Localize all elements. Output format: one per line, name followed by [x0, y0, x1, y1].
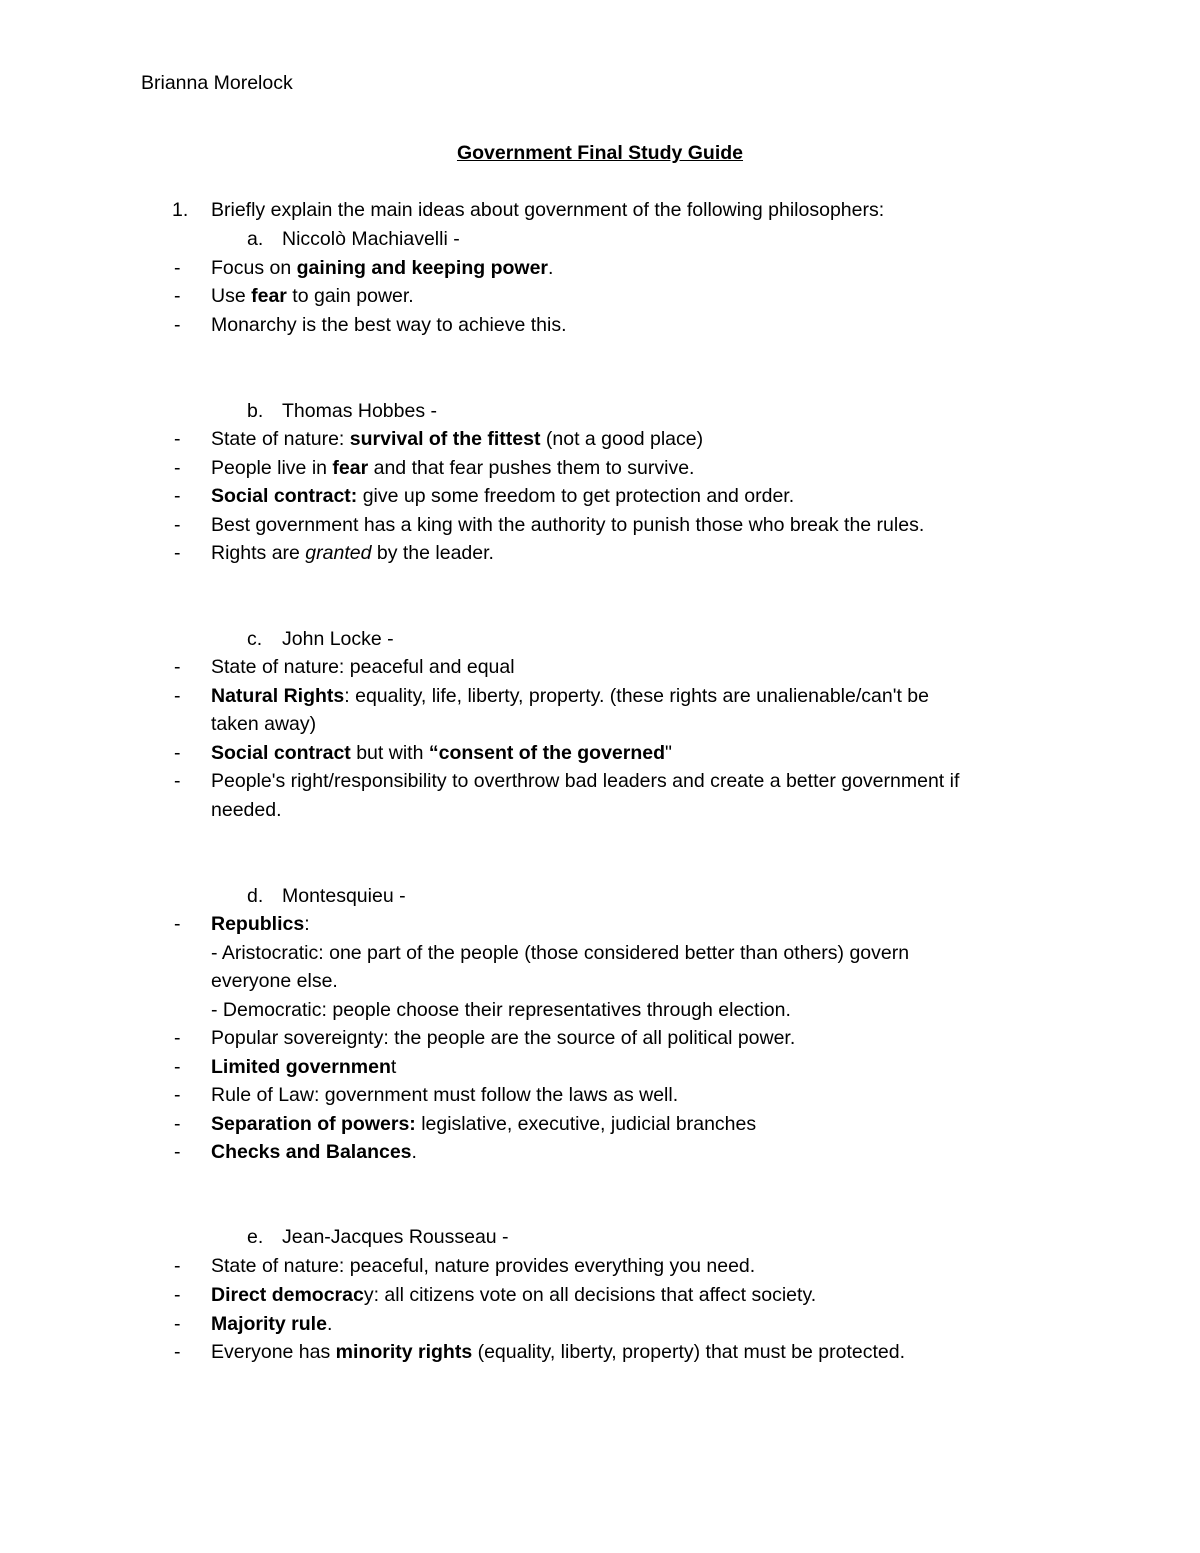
bullet-line	[0, 1081, 1200, 1109]
bullet-line	[0, 653, 1200, 681]
section-marker: e.	[247, 1226, 264, 1248]
text-run: People live in	[211, 457, 333, 479]
bullet-line	[0, 682, 1200, 710]
bullet-line	[0, 996, 1200, 1024]
bullet-line	[0, 796, 1200, 824]
bullet-dash: -	[174, 1056, 181, 1078]
philosopher-heading	[0, 1223, 1200, 1251]
bullet-text	[211, 511, 924, 539]
bullet-text	[211, 311, 567, 339]
bullet-dash: -	[174, 1284, 181, 1306]
bullet-text	[211, 1281, 816, 1309]
section-marker: b.	[247, 400, 264, 422]
bullet-dash: -	[174, 257, 181, 279]
italic-term: granted	[305, 542, 372, 564]
text-run: Focus on	[211, 257, 297, 279]
bullet-text	[211, 1138, 417, 1166]
bullet-line	[0, 482, 1200, 510]
text-run: needed.	[211, 799, 282, 821]
text-run: "	[665, 742, 672, 764]
bullet-line	[0, 254, 1200, 282]
bullet-dash: -	[174, 485, 181, 507]
bullet-line	[0, 539, 1200, 567]
bullet-text	[211, 425, 703, 453]
bullet-line	[0, 311, 1200, 339]
bullet-line	[0, 967, 1200, 995]
philosopher-heading	[0, 225, 1200, 253]
text-run: and that fear pushes them to survive.	[368, 457, 695, 479]
bold-term: Majority rule	[211, 1313, 327, 1335]
text-run: give up some freedom to get protection and order.	[357, 485, 795, 507]
bullet-text	[211, 739, 672, 767]
bullet-dash: -	[174, 1027, 181, 1049]
bullet-line	[0, 1281, 1200, 1309]
bold-term: gaining and keeping power	[296, 257, 548, 279]
bullet-text	[211, 282, 414, 310]
bullet-line	[0, 1024, 1200, 1052]
text-run: Rights are	[211, 542, 306, 564]
bullet-line	[0, 282, 1200, 310]
text-run: People's right/responsibility to overthrow bad leaders and create a better government if	[211, 770, 960, 792]
author-name: Brianna Morelock	[141, 72, 293, 94]
bullet-text	[211, 653, 515, 681]
bullet-text	[211, 1024, 795, 1052]
text-run: Popular sovereignty: the people are the source of all political power.	[211, 1027, 796, 1049]
bullet-text	[211, 1110, 756, 1138]
text-run: (equality, liberty, property) that must be protected.	[472, 1341, 905, 1363]
bullet-text	[211, 967, 338, 995]
text-run: to gain power.	[286, 285, 414, 307]
bullet-dash: -	[174, 1113, 181, 1135]
bullet-line	[0, 1338, 1200, 1366]
bullet-line	[0, 767, 1200, 795]
bullet-text	[211, 710, 316, 738]
text-run: legislative, executive, judicial branches	[415, 1113, 757, 1135]
bullet-dash: -	[174, 285, 181, 307]
bullet-line	[0, 739, 1200, 767]
text-run: but with	[350, 742, 429, 764]
bullet-line	[0, 511, 1200, 539]
bullet-dash: -	[174, 913, 181, 935]
bold-term: fear	[332, 457, 369, 479]
question-number: 1.	[172, 199, 189, 221]
bullet-dash: -	[174, 542, 181, 564]
bullet-line	[0, 1138, 1200, 1166]
text-run: everyone else.	[211, 970, 338, 992]
text-run: Use	[211, 285, 252, 307]
bold-term: Republics	[211, 913, 305, 935]
bullet-dash: -	[174, 1255, 181, 1277]
bullet-dash: -	[174, 514, 181, 536]
bullet-text	[211, 767, 959, 795]
text-run: y: all citizens vote on all decisions that affect society.	[363, 1284, 817, 1306]
bold-term: Social contract:	[211, 485, 358, 507]
bullet-line	[0, 939, 1200, 967]
text-run: Monarchy is the best way to achieve this.	[211, 314, 567, 336]
bold-term: Checks and Balances	[211, 1141, 412, 1163]
text-run: Best government has a king with the authority to punish those who break the rules.	[211, 514, 925, 536]
philosopher-name: Thomas Hobbes -	[282, 400, 437, 422]
text-run: State of nature: peaceful, nature provides everything you need.	[211, 1255, 756, 1277]
philosopher-name: Niccolò Machiavelli -	[282, 228, 460, 250]
bullet-line	[0, 1310, 1200, 1338]
philosopher-heading	[0, 397, 1200, 425]
bullet-text	[211, 1053, 396, 1081]
bullet-text	[211, 254, 553, 282]
text-run: .	[411, 1141, 417, 1163]
bullet-dash: -	[174, 457, 181, 479]
bullet-line	[0, 425, 1200, 453]
bullet-text	[211, 996, 791, 1024]
bullet-text	[211, 454, 694, 482]
bullet-text	[211, 539, 494, 567]
bold-term: Limited governmen	[211, 1056, 391, 1078]
philosopher-heading	[0, 882, 1200, 910]
bullet-dash: -	[174, 314, 181, 336]
section-marker: c.	[247, 628, 263, 650]
bullet-dash: -	[174, 742, 181, 764]
bullet-text	[211, 1252, 755, 1280]
bold-term: Separation of powers:	[211, 1113, 416, 1135]
philosopher-name: Jean-Jacques Rousseau -	[282, 1226, 509, 1248]
text-run: .	[548, 257, 554, 279]
bullet-dash: -	[174, 428, 181, 450]
bold-term: minority rights	[335, 1341, 473, 1363]
bullet-text	[211, 796, 282, 824]
philosopher-name: John Locke -	[282, 628, 394, 650]
text-run: t	[390, 1056, 397, 1078]
bullet-dash: -	[174, 1141, 181, 1163]
text-run: by the leader.	[371, 542, 494, 564]
bold-term: fear	[251, 285, 287, 307]
bullet-text	[211, 939, 909, 967]
bullet-text	[211, 1081, 678, 1109]
bullet-line	[0, 1053, 1200, 1081]
bold-term: Natural Rights	[211, 685, 345, 707]
bullet-text	[211, 682, 929, 710]
section-marker: d.	[247, 885, 264, 907]
text-run: : equality, life, liberty, property. (these rights are unalienable/can't be	[344, 685, 929, 707]
philosopher-heading	[0, 625, 1200, 653]
text-run: (not a good place)	[540, 428, 704, 450]
bullet-dash: -	[174, 770, 181, 792]
bullet-dash: -	[174, 1341, 181, 1363]
bold-term: survival of the fittest	[349, 428, 541, 450]
bullet-text	[211, 910, 310, 938]
bullet-dash: -	[174, 1313, 181, 1335]
bullet-line	[0, 454, 1200, 482]
section-marker: a.	[247, 228, 264, 250]
text-run: State of nature: peaceful and equal	[211, 656, 515, 678]
text-run: taken away)	[211, 713, 317, 735]
text-run: .	[326, 1313, 333, 1335]
text-run: Everyone has	[211, 1341, 336, 1363]
bold-term: Social contract	[211, 742, 351, 764]
philosopher-name: Montesquieu -	[282, 885, 406, 907]
text-run: Rule of Law: government must follow the laws as well.	[211, 1084, 679, 1106]
bullet-dash: -	[174, 685, 181, 707]
question-line	[0, 196, 1200, 224]
bullet-line	[0, 910, 1200, 938]
bullet-text	[211, 482, 794, 510]
text-run: - Aristocratic: one part of the people (those considered better than others) govern	[211, 942, 910, 964]
bullet-line	[0, 710, 1200, 738]
bullet-text	[211, 1338, 905, 1366]
document-title: Government Final Study Guide	[456, 142, 744, 164]
bullet-line	[0, 1110, 1200, 1138]
bullet-dash: -	[174, 1084, 181, 1106]
text-run: State of nature:	[211, 428, 350, 450]
question-text: Briefly explain the main ideas about government of the following philosophers:	[211, 199, 885, 221]
bullet-line	[0, 1252, 1200, 1280]
bold-term: “consent of the governed	[428, 742, 666, 764]
text-run: :	[304, 913, 310, 935]
bold-term: Direct democrac	[211, 1284, 364, 1306]
bullet-text	[211, 1310, 332, 1338]
bullet-dash: -	[174, 656, 181, 678]
text-run: - Democratic: people choose their representatives through election.	[211, 999, 791, 1021]
